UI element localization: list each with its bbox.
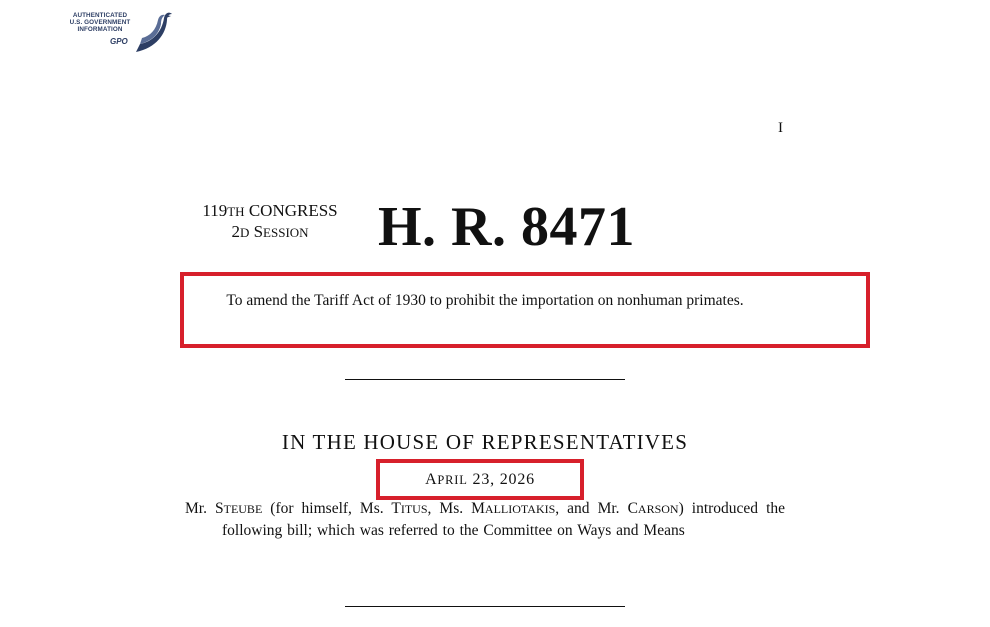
logo-gpo-text: GPO bbox=[110, 37, 128, 46]
date-month-rest: PRIL bbox=[437, 473, 468, 487]
congress-label: CONGRESS bbox=[248, 201, 338, 220]
intro-part4: ) introduced the following bill; which was referred to the Committee on Ways and Means bbox=[222, 500, 786, 539]
divider-bottom bbox=[345, 606, 625, 607]
introduction-paragraph bbox=[185, 498, 785, 542]
divider-top bbox=[345, 379, 625, 380]
cosponsor2-rest: ALLIOTAKIS bbox=[484, 502, 556, 516]
logo-line-information: INFORMATION bbox=[77, 26, 123, 34]
session-number-suffix: D bbox=[239, 225, 250, 240]
logo-line-government: U.S. GOVERNMENT bbox=[69, 19, 131, 27]
intro-part2: , Ms. bbox=[427, 500, 472, 517]
intro-title1: Mr. bbox=[185, 500, 215, 517]
congress-line bbox=[185, 201, 355, 222]
logo-line-authenticated: AUTHENTICATED bbox=[72, 12, 128, 19]
cosponsor1-initial: T bbox=[391, 500, 401, 517]
session-label-smallcaps: ESSION bbox=[263, 225, 309, 240]
eagle-icon bbox=[122, 6, 174, 58]
bill-number: H. R. 8471 bbox=[378, 196, 635, 258]
chamber-heading: IN THE HOUSE OF REPRESENTATIVES bbox=[281, 430, 689, 454]
cosponsor3-initial: C bbox=[627, 500, 638, 517]
intro-part1: (for himself, Ms. bbox=[262, 500, 392, 517]
cosponsor1-rest: ITUS bbox=[400, 502, 428, 516]
sponsor-rest: TEUBE bbox=[223, 502, 263, 516]
session-label: SESSION bbox=[253, 222, 309, 241]
gpo-authenticated-logo bbox=[62, 8, 172, 58]
congress-number-suffix: TH bbox=[227, 204, 245, 219]
date-day-year: 23, 2026 bbox=[467, 471, 535, 488]
sponsor-initial: S bbox=[214, 500, 224, 517]
date-month-initial: A bbox=[425, 471, 438, 488]
congress-session-block bbox=[185, 201, 355, 243]
intro-part3: , and Mr. bbox=[555, 500, 628, 517]
page-marker: I bbox=[778, 120, 783, 136]
cosponsor3-rest: ARSON bbox=[637, 502, 679, 516]
congress-number: 119 bbox=[202, 201, 228, 220]
introduction-date bbox=[380, 471, 580, 489]
cosponsor2-initial: M bbox=[471, 500, 485, 517]
session-number: 2 bbox=[231, 222, 240, 241]
bill-title: To amend the Tariff Act of 1930 to prohibit the importation on nonhuman primates. bbox=[226, 292, 744, 309]
session-line bbox=[185, 222, 355, 243]
